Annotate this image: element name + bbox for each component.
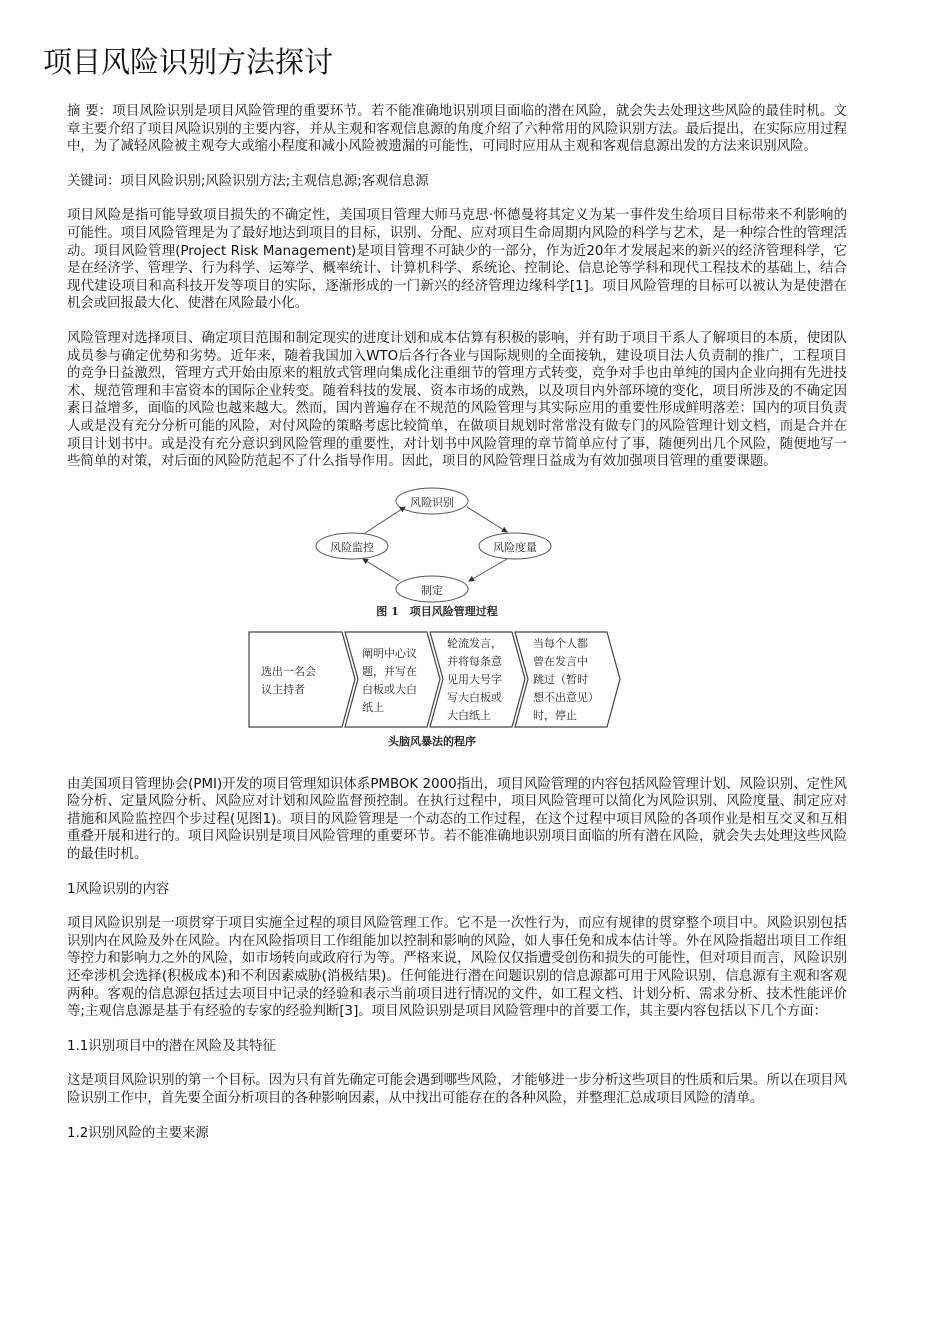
step-1-line: 选出一名会 xyxy=(261,664,316,678)
figure-caption: 头脑风暴法的程序 xyxy=(388,734,476,748)
step-2-line: 白板或大白 xyxy=(362,682,417,696)
keywords: 关键词：项目风险识别;风险识别方法;主观信息源;客观信息源 xyxy=(67,173,429,189)
step-2-line: 阐明中心议 xyxy=(362,646,417,660)
step-1-line: 议主持者 xyxy=(261,682,305,696)
step-4-line: 跳过（暂时 xyxy=(533,672,588,686)
step-2-line: 纸上 xyxy=(362,700,384,714)
arrow xyxy=(467,507,507,532)
step-4-line: 曾在发言中 xyxy=(533,654,588,668)
article-body xyxy=(67,103,847,1159)
node-risk-measure: 风险度量 xyxy=(493,540,537,554)
paragraph: 项目风险识别是一项贯穿于项目实施全过程的项目风险管理工作。它不是一次性行为，而应有规律的贯穿整个项目中。风险识别包括识别内在风险及外在风险。内在风险指项目工作组能加以控制和影响的风险，如人事任免和成本估计等。外在风险指超出项目工作组等控力和影响力之外的风险，如市场转向或政府行为等。严格来说，风险仅仅指遭受创伤和损失的可能性，但对项目而言，风险识别还牵涉机会选择(积极成本)和不利因素威胁(消极结果)。任何能进行潜在问题识别的信息源都可用于风险识别，信息源有主观和客观两种。客观的信息源包括过去项目中记录的经验和表示当前项目进行情况的文件，如工程文档、计划分析、需求分析、技术性能评价等;主观信息源是基于有经验的专家的经验判断[3]。项目风险识别是项目风险管理中的首要工作，其主要内容包括以下几个方面： xyxy=(67,916,847,1020)
step-4-line: 当每个人都 xyxy=(533,636,588,650)
step-3-line: 大白纸上 xyxy=(447,708,491,722)
node-formulate: 制定 xyxy=(421,583,443,597)
step-3-line: 并将每条意 xyxy=(447,654,502,668)
page-title: 项目风险识别方法探讨 xyxy=(43,45,334,79)
node-risk-monitor: 风险监控 xyxy=(330,540,374,554)
arrow xyxy=(469,559,507,581)
section-heading: 1.2识别风险的主要来源 xyxy=(67,1125,209,1141)
step-3-line: 见用大号字 xyxy=(447,672,502,686)
section-heading: 1.1识别项目中的潜在风险及其特征 xyxy=(67,1038,276,1054)
figure-brainstorm-procedure xyxy=(247,627,627,752)
arrow xyxy=(365,507,405,533)
figure-caption: 图 1 项目风险管理过程 xyxy=(376,604,498,618)
figure-risk-management-process xyxy=(307,479,567,619)
section-heading: 1风险识别的内容 xyxy=(67,881,170,897)
paragraph: 这是项目风险识别的第一个目标。因为只有首先确定可能会遇到哪些风险，才能够进一步分析这些项目的性质和后果。所以在项目风险识别工作中，首先要全面分析项目的各种影响因素，从中找出可能存在的各种风险，并整理汇总成项目风险的清单。 xyxy=(67,1073,847,1106)
paragraph: 由美国项目管理协会(PMI)开发的项目管理知识体系PMBOK 2000指出，项目风险管理的内容包括风险管理计划、风险识别、定性风险分析、定量风险分析、风险应对计划和风险监督预控制。在执行过程中，项目风险管理可以简化为风险识别、风险度量、制定应对措施和风险监控四个步过程(见图1)。项目的风险管理是一个动态的工作过程，在这个过程中项目风险的各项作业是相互交叉和互相重叠开展和进行的。项目风险识别是项目风险管理的重要环节。若不能准确地识别项目面临的所有潜在风险，就会失去处理这些风险的最佳时机。 xyxy=(67,776,847,863)
step-3-line: 轮流发言， xyxy=(447,636,502,650)
step-shape xyxy=(249,632,355,727)
step-2-line: 题，并写在 xyxy=(362,664,417,678)
step-4-line: 时，停止 xyxy=(533,708,577,722)
paragraph: 风险管理对选择项目、确定项目范围和制定现实的进度计划和成本估算有积极的影响，并有助于项目干系人了解项目的本质，使团队成员参与确定优势和劣势。近年来，随着我国加入WTO后各行各业与国际规则的全面接轨，建设项目法人负责制的推广，工程项目的竞争日益激烈，管理方式开始由原来的粗放式管理向集成化注重细节的管理方式转变，竞争对手也由单纯的国内企业向拥有先进技术、规范管理和丰富资本的国际企业转变。随着科技的发展、资本市场的成熟，以及项目内外部环境的变化，项目所涉及的不确定因素日益增多，面临的风险也越来越大。然而，国内普遍存在不规范的风险管理与其实际应用的重要性形成鲜明落差：国内的项目负责人或是没有充分分析可能的风险，对付风险的策略考虑比较简单，在做项目规划时常常没有做专门的风险管理计划文档，而是合并在项目计划书中。或是没有充分意识到风险管理的重要性，对计划书中风险管理的章节简单应付了事，随便列出几个风险，随便地写一些简单的对策，对后面的风险防范起不了什么指导作用。因此，项目的风险管理日益成为有效加强项目管理的重要课题。 xyxy=(67,330,847,470)
step-3-line: 写大白板或 xyxy=(447,690,502,704)
paragraph: 项目风险是指可能导致项目损失的不确定性，美国项目管理大师马克思·怀德曼将其定义为某一事件发生给项目目标带来不利影响的可能性。项目风险管理是为了最好地达到项目的目标，识别、分配、应对项目生命周期内风险的科学与艺术，是一种综合性的管理活动。项目风险管理(Project Risk Management)是项目管理不可缺少的一部分，作为近20年才发展起来的新兴的经济管理科学，它是在经济学、管理学、行为科学、运筹学、概率统计、计算机科学、系统论、控制论、信息论等学科和现代工程技术的基础上，结合现代建设项目和高科技开发等项目的实际，逐渐形成的一门新兴的经济管理边缘科学[1]。项目风险管理的目标可以被认为是使潜在机会或回报最大化、使潜在风险最小化。 xyxy=(67,208,847,312)
arrow xyxy=(363,559,399,581)
abstract: 摘 要：项目风险识别是项目风险管理的重要环节。若不能准确地识别项目面临的潜在风险，就会失去处理这些风险的最佳时机。文章主要介绍了项目风险识别的主要内容，并从主观和客观信息源的角度介绍了六种常用的风险识别方法。最后提出，在实际应用过程中，为了减轻风险被主观夸大或缩小程度和减小风险被遗漏的可能性，可同时应用从主观和客观信息源出发的方法来识别风险。 xyxy=(67,104,847,155)
step-4-line: 想不出意见） xyxy=(533,690,599,704)
node-risk-identify: 风险识别 xyxy=(410,495,454,509)
